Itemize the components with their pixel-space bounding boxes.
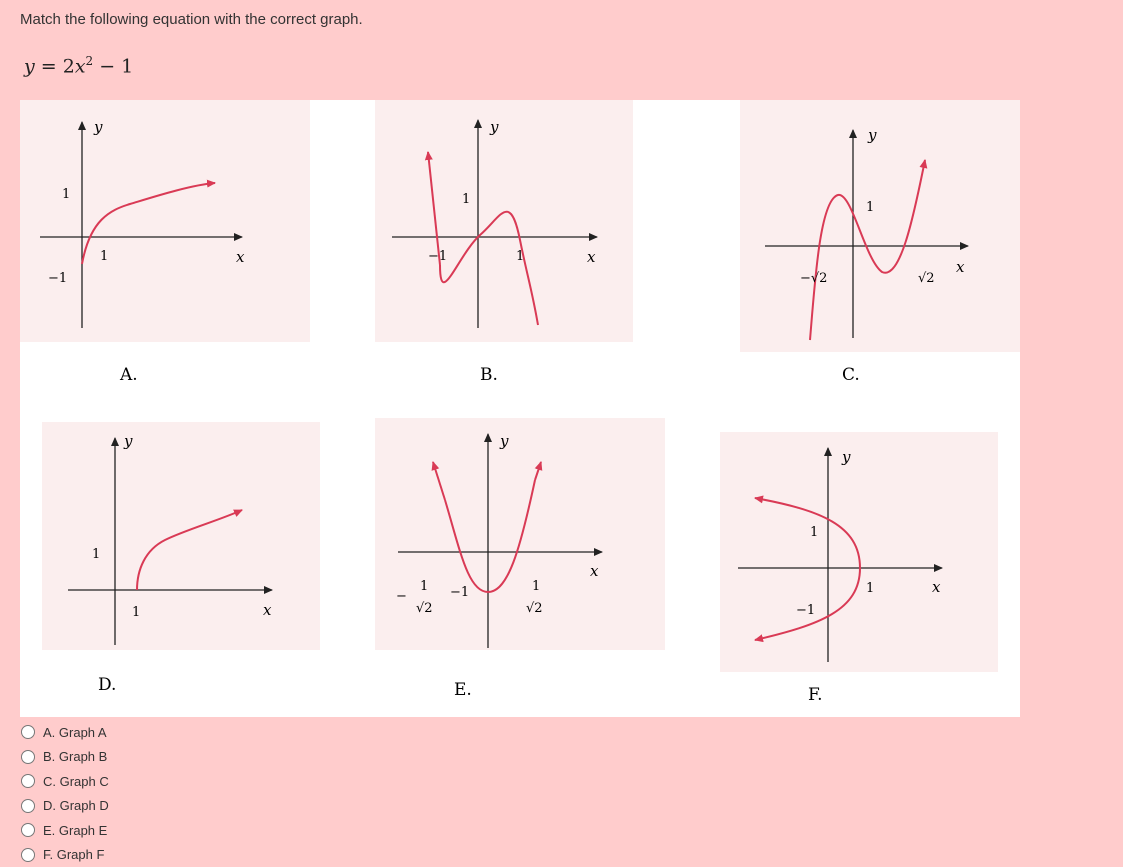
graph-a: [20, 100, 310, 342]
graph-e-root-right: √2: [526, 601, 543, 616]
radio-e[interactable]: [21, 823, 35, 837]
graph-e-one-left: 1: [420, 579, 429, 594]
graph-d-label: D.: [98, 675, 117, 695]
radio-a[interactable]: [21, 725, 35, 739]
graph-e-neg-one: −1: [450, 585, 470, 600]
option-d[interactable]: [20, 794, 109, 819]
option-c-label: C. Graph C: [43, 773, 109, 789]
graph-d-one-x: 1: [132, 605, 141, 620]
graph-d-one: 1: [92, 547, 101, 562]
graph-a-x-label: x: [236, 248, 245, 266]
graph-d: [42, 422, 320, 650]
graph-e-x-label: x: [590, 562, 599, 580]
graph-e-one-right: 1: [532, 579, 541, 594]
graph-a-one-x: 1: [100, 249, 109, 264]
graph-c-x-label: x: [956, 258, 965, 276]
graph-b-one: 1: [462, 192, 471, 207]
graph-f-label: F.: [808, 685, 823, 705]
graph-e-root-left: √2: [416, 601, 433, 616]
graph-f-one: 1: [810, 525, 819, 540]
option-b-label: B. Graph B: [43, 749, 108, 765]
option-a[interactable]: [20, 720, 109, 745]
graph-f-neg-one: −1: [796, 603, 816, 618]
graph-d-y-label: y: [124, 432, 133, 450]
radio-f[interactable]: [21, 848, 35, 862]
graph-b-neg-one: −1: [428, 249, 448, 264]
graph-c-one: 1: [866, 200, 875, 215]
graph-f-one-x: 1: [866, 581, 875, 596]
graph-b-x-label: x: [587, 248, 596, 266]
graph-c-label: C.: [842, 365, 860, 385]
option-e[interactable]: [20, 818, 109, 843]
graph-b: [375, 100, 633, 342]
equation: $y = 2x^2 - 1$: [24, 54, 134, 78]
option-f-label: F. Graph F: [43, 847, 105, 863]
option-e-label: E. Graph E: [43, 822, 108, 838]
graph-c-neg-root: −√2: [800, 271, 828, 286]
graph-e-y-label: y: [500, 432, 509, 450]
graph-b-label: B.: [480, 365, 498, 385]
radio-b[interactable]: [21, 750, 35, 764]
graph-a-neg-one: −1: [48, 271, 68, 286]
graph-c: [740, 100, 1020, 352]
graph-e-neg: −: [396, 589, 407, 604]
option-d-label: D. Graph D: [43, 798, 109, 814]
graphs-panel: [20, 100, 1020, 717]
graph-f: [720, 432, 998, 672]
graph-d-x-label: x: [263, 601, 272, 619]
graph-e: [375, 418, 665, 650]
graph-f-y-label: y: [842, 448, 851, 466]
option-a-label: A. Graph A: [43, 724, 107, 740]
graph-a-one: 1: [62, 187, 71, 202]
graph-c-root: √2: [918, 271, 935, 286]
graphs-svg: [20, 100, 1020, 717]
answer-options: [20, 720, 109, 867]
graph-a-y-label: y: [94, 118, 103, 136]
graph-a-label: A.: [120, 365, 138, 385]
graph-e-label: E.: [454, 680, 472, 700]
radio-d[interactable]: [21, 799, 35, 813]
graph-f-x-label: x: [932, 578, 941, 596]
graph-c-y-label: y: [868, 126, 877, 144]
graph-b-y-label: y: [490, 118, 499, 136]
option-f[interactable]: [20, 843, 109, 867]
option-c[interactable]: [20, 769, 109, 794]
radio-c[interactable]: [21, 774, 35, 788]
graph-b-one-x: 1: [516, 249, 525, 264]
option-b[interactable]: [20, 745, 109, 770]
question-prompt: Match the following equation with the correct graph.: [20, 11, 363, 28]
